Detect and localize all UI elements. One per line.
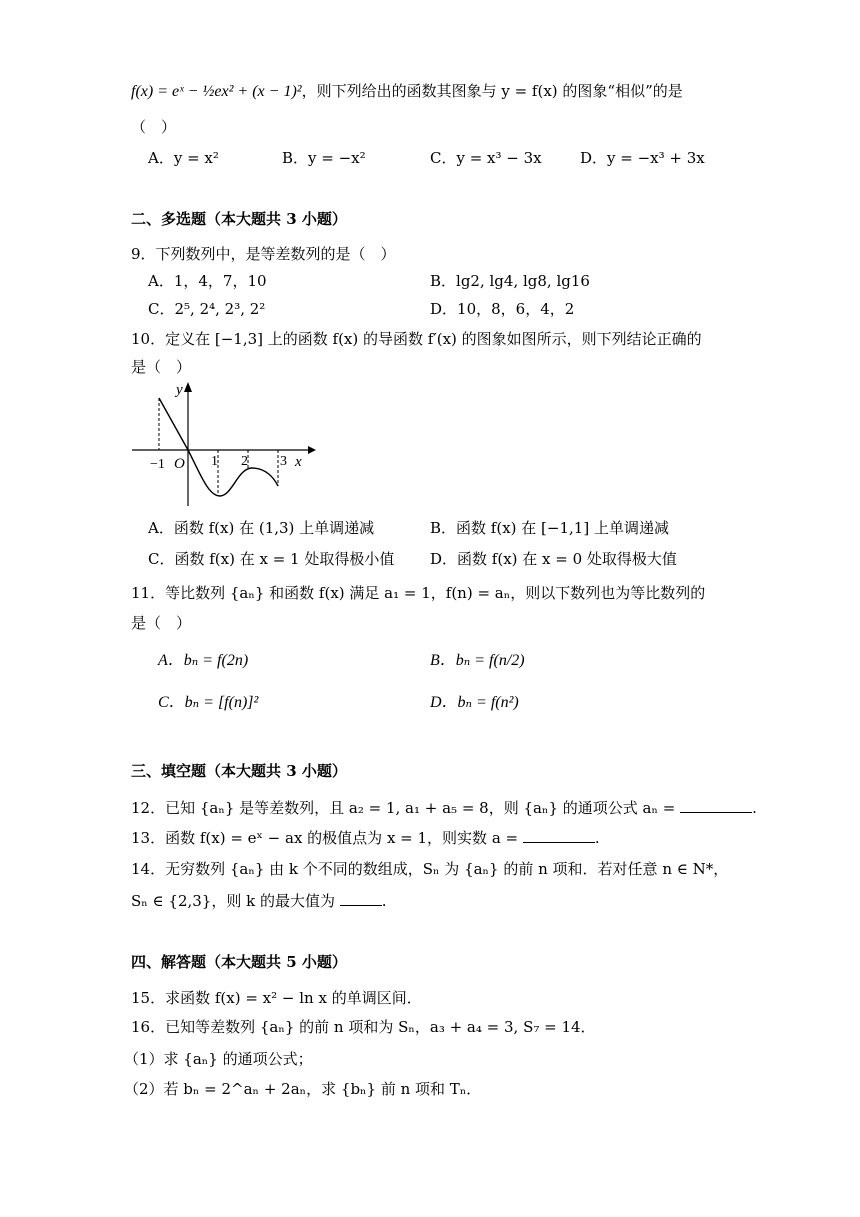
q11-option-b: B．bₙ = f(n/2) — [430, 652, 525, 669]
y-label: y — [176, 382, 183, 398]
q10-option-d: D．函数 f(x) 在 x = 0 处取得极大值 — [430, 550, 677, 568]
y-axis-arrow — [184, 382, 192, 392]
q13-answer-blank[interactable] — [523, 826, 595, 843]
q14-period: . — [381, 892, 387, 910]
q14-answer-blank[interactable] — [340, 889, 382, 906]
q9-option-b: B．lg2, lg4, lg8, lg16 — [430, 272, 590, 290]
q9-option-a: A．1，4，7，10 — [148, 272, 267, 290]
q11-stem-1: 11．等比数列 {aₙ} 和函数 f(x) 满足 a₁ = 1，f(n) = aₙ，则以下数列也为等比数列的 — [131, 584, 706, 602]
q14-line-1: 14．无穷数列 {aₙ} 由 k 个不同的数组成，Sₙ 为 {aₙ} 的前 n 项和．若对任意 n ∈ N*， — [131, 860, 729, 878]
intro-text: ，则下列给出的函数其图象与 y = f(x) 的图象“相似”的是 — [301, 82, 683, 100]
q13-text: 13．函数 f(x) = eˣ − ax 的极值点为 x = 1，则实数 a = — [131, 829, 519, 847]
q11-option-a: A．bₙ = f(2n) — [158, 652, 249, 669]
q14-text: Sₙ ∈ {2,3}，则 k 的最大值为 — [131, 892, 335, 910]
x-label: x — [295, 454, 302, 470]
origin-label: O — [174, 456, 185, 472]
intro-paren: （ ） — [131, 118, 177, 136]
q12 — [131, 796, 757, 819]
q14-line-2 — [131, 889, 387, 912]
intro-function: f(x) = eˣ − ½ex² + (x − 1)² — [131, 83, 302, 100]
q15: 15．求函数 f(x) = x² − ln x 的单调区间． — [131, 989, 422, 1007]
q9-option-d: D．10，8，6，4，2 — [430, 300, 575, 318]
q16-stem: 16．已知等差数列 {aₙ} 的前 n 项和为 Sₙ，a₃ + a₄ = 3, S₇ = 14． — [131, 1018, 596, 1036]
q12-text: 12．已知 {aₙ} 是等差数列，且 a₂ = 1, a₁ + a₅ = 8，则 {aₙ} 的通项公式 aₙ = — [131, 799, 676, 817]
q9-option-c: C．2⁵, 2⁴, 2³, 2² — [148, 300, 266, 318]
q12-answer-blank[interactable] — [680, 796, 752, 813]
tick-neg1: −1 — [150, 457, 165, 472]
q12-period: . — [752, 799, 757, 817]
q16-part1: （1）求 {aₙ} 的通项公式； — [124, 1050, 313, 1068]
q11-option-c: C．bₙ = [f(n)]² — [158, 694, 259, 711]
tick-1: 1 — [211, 454, 218, 469]
q11-option-d: D．bₙ = f(n²) — [430, 694, 519, 711]
section2-title: 二、多选题（本大题共 3 小题） — [131, 210, 347, 228]
intro-option-c: C．y = x³ − 3x — [430, 149, 542, 167]
derivative-graph — [128, 378, 318, 510]
section4-title: 四、解答题（本大题共 5 小题） — [131, 953, 347, 971]
intro-line — [131, 80, 683, 103]
intro-option-d: D．y = −x³ + 3x — [580, 149, 705, 167]
q13 — [131, 826, 600, 849]
section3-title: 三、填空题（本大题共 3 小题） — [131, 762, 347, 780]
q10-option-c: C．函数 f(x) 在 x = 1 处取得极小值 — [148, 550, 395, 568]
q10-stem-2: 是（ ） — [131, 358, 192, 376]
q9-stem: 9．下列数列中，是等差数列的是（ ） — [131, 245, 396, 263]
q16-part2: （2）若 bₙ = 2^aₙ + 2aₙ，求 {bₙ} 前 n 项和 Tₙ． — [124, 1080, 482, 1098]
q10-option-a: A．函数 f(x) 在 (1,3) 上单调递减 — [148, 519, 375, 537]
intro-option-b: B．y = −x² — [282, 149, 366, 167]
intro-option-a: A．y = x² — [148, 149, 219, 167]
q13-period: . — [594, 829, 600, 847]
q10-stem-1: 10．定义在 [−1,3] 上的函数 f(x) 的导函数 f′(x) 的图象如图所示，则下列结论正确的 — [131, 330, 702, 348]
q11-stem-2: 是（ ） — [131, 614, 192, 632]
x-axis-arrow — [308, 446, 316, 454]
q10-option-b: B．函数 f(x) 在 [−1,1] 上单调递减 — [430, 519, 669, 537]
tick-3: 3 — [280, 454, 287, 469]
tick-2: 2 — [241, 454, 248, 469]
